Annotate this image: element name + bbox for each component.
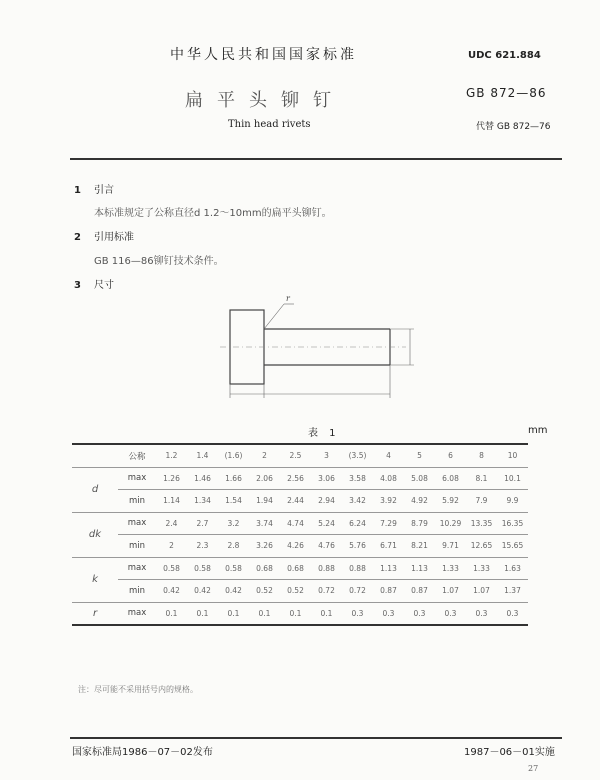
- table-cell: 0.87: [373, 580, 404, 603]
- table-cell: 4.26: [280, 535, 311, 558]
- leader-line: [264, 304, 284, 329]
- table-cell: 6.08: [435, 467, 466, 490]
- issued-date: 国家标准局1986－07－02发布: [72, 747, 213, 758]
- table-cell: min: [118, 490, 156, 513]
- page-number: 27: [528, 764, 539, 773]
- table-cell: 3.06: [311, 467, 342, 490]
- table-note: 注：尽可能不采用括号内的规格。: [78, 685, 198, 694]
- table-cell: 2.94: [311, 490, 342, 513]
- table-cell: d: [72, 467, 118, 512]
- table-cell: 8.79: [404, 512, 435, 535]
- table-cell: k: [72, 557, 118, 602]
- table-cell: 1.14: [156, 490, 187, 513]
- page-title: 扁平头铆钉: [185, 90, 345, 111]
- table-cell: 3: [311, 444, 342, 467]
- table-cell: 0.1: [311, 602, 342, 625]
- table-cell: 10: [497, 444, 528, 467]
- table-cell: r: [72, 602, 118, 625]
- table-cell: 0.58: [156, 557, 187, 580]
- table-cell: 1.33: [435, 557, 466, 580]
- table-cell: 3.26: [249, 535, 280, 558]
- table-cell: 2.4: [156, 512, 187, 535]
- table-cell: 2.56: [280, 467, 311, 490]
- table-cell: 公称: [118, 444, 156, 467]
- table-cell: 6: [435, 444, 466, 467]
- table-cell: 3.2: [218, 512, 249, 535]
- table-row: [72, 444, 528, 467]
- table-cell: 0.68: [280, 557, 311, 580]
- table-cell: 0.1: [280, 602, 311, 625]
- table-cell: 0.3: [373, 602, 404, 625]
- section-1-heading: [74, 181, 114, 196]
- udc-code: UDC 621.884: [468, 50, 541, 61]
- table-cell: 3.42: [342, 490, 373, 513]
- table-cell: 8.1: [466, 467, 497, 490]
- table-cell: 7.9: [466, 490, 497, 513]
- table-cell: 0.3: [342, 602, 373, 625]
- table-cell: 2.8: [218, 535, 249, 558]
- header-rule: [70, 158, 562, 160]
- table-cell: 1.63: [497, 557, 528, 580]
- table-cell: 0.1: [156, 602, 187, 625]
- table-cell: 1.2: [156, 444, 187, 467]
- table-cell: 1.34: [187, 490, 218, 513]
- table-cell: 5: [404, 444, 435, 467]
- table-cell: 0.58: [218, 557, 249, 580]
- table-cell: 13.35: [466, 512, 497, 535]
- table-cell: 0.58: [187, 557, 218, 580]
- section-1-text: 本标准规定了公称直径d 1.2～10mm的扁平头铆钉。: [94, 208, 332, 219]
- table-row: [72, 602, 528, 625]
- section-2-text: GB 116—86铆钉技术条件。: [94, 256, 224, 267]
- table-cell: max: [118, 512, 156, 535]
- section-title: 尺寸: [94, 280, 114, 291]
- radius-label: r: [286, 294, 290, 303]
- table-cell: 0.42: [218, 580, 249, 603]
- table-cell: max: [118, 602, 156, 625]
- table-cell: [72, 444, 118, 467]
- table-cell: 9.9: [497, 490, 528, 513]
- table-cell: 0.1: [218, 602, 249, 625]
- table-cell: dk: [72, 512, 118, 557]
- table-cell: 8.21: [404, 535, 435, 558]
- table-cell: 3.74: [249, 512, 280, 535]
- table-cell: 4: [373, 444, 404, 467]
- page-title-english: Thin head rivets: [228, 119, 311, 130]
- table-cell: 0.3: [404, 602, 435, 625]
- table-cell: 3.92: [373, 490, 404, 513]
- table-cell: 5.24: [311, 512, 342, 535]
- section-2-heading: [74, 228, 134, 243]
- table-cell: 0.68: [249, 557, 280, 580]
- table-cell: 1.13: [373, 557, 404, 580]
- table-cell: 10.29: [435, 512, 466, 535]
- table-cell: 1.07: [466, 580, 497, 603]
- standard-name: 中华人民共和国国家标准: [170, 47, 357, 63]
- section-title: 引用标准: [94, 232, 134, 243]
- table-cell: 1.13: [404, 557, 435, 580]
- table-cell: 8: [466, 444, 497, 467]
- table-cell: 0.3: [435, 602, 466, 625]
- table-cell: 2.44: [280, 490, 311, 513]
- table-cell: 4.76: [311, 535, 342, 558]
- footer-rule: [70, 737, 562, 739]
- table-cell: 2.5: [280, 444, 311, 467]
- table-cell: 1.33: [466, 557, 497, 580]
- table-cell: (3.5): [342, 444, 373, 467]
- table-cell: 0.1: [187, 602, 218, 625]
- table-cell: 0.88: [342, 557, 373, 580]
- table-cell: 0.42: [187, 580, 218, 603]
- table-cell: 4.92: [404, 490, 435, 513]
- table-cell: 0.72: [342, 580, 373, 603]
- rivet-drawing: [210, 290, 430, 402]
- table-cell: min: [118, 535, 156, 558]
- dimension-table: [72, 443, 528, 626]
- gb-number: GB 872—86: [466, 86, 547, 100]
- table-cell: 1.46: [187, 467, 218, 490]
- table-cell: 6.24: [342, 512, 373, 535]
- table-cell: 1.37: [497, 580, 528, 603]
- table-cell: 15.65: [497, 535, 528, 558]
- table-cell: 1.66: [218, 467, 249, 490]
- table-cell: 1.94: [249, 490, 280, 513]
- replaces-note: 代替 GB 872—76: [476, 122, 551, 132]
- table-cell: max: [118, 557, 156, 580]
- table-row: [72, 535, 528, 558]
- table-cell: 0.72: [311, 580, 342, 603]
- table-cell: 2: [156, 535, 187, 558]
- table-cell: 9.71: [435, 535, 466, 558]
- section-3-heading: [74, 276, 114, 291]
- table-cell: 5.08: [404, 467, 435, 490]
- table-row: [72, 580, 528, 603]
- table-row: [72, 557, 528, 580]
- table-cell: 6.71: [373, 535, 404, 558]
- table-cell: 0.3: [466, 602, 497, 625]
- section-number: 3: [74, 280, 81, 291]
- table-cell: 0.42: [156, 580, 187, 603]
- table-title: 表 1: [308, 428, 340, 439]
- table-cell: 4.74: [280, 512, 311, 535]
- table-cell: 2.7: [187, 512, 218, 535]
- table-cell: 4.08: [373, 467, 404, 490]
- table-cell: max: [118, 467, 156, 490]
- table-cell: 0.87: [404, 580, 435, 603]
- table-row: [72, 490, 528, 513]
- table-cell: 5.92: [435, 490, 466, 513]
- section-title: 引言: [94, 185, 114, 196]
- table-cell: 3.58: [342, 467, 373, 490]
- table-cell: 0.52: [280, 580, 311, 603]
- table-cell: min: [118, 580, 156, 603]
- table-cell: 12.65: [466, 535, 497, 558]
- table-cell: 2: [249, 444, 280, 467]
- implementation-date: 1987－06－01实施: [464, 747, 555, 758]
- table-cell: 1.26: [156, 467, 187, 490]
- table-cell: 0.52: [249, 580, 280, 603]
- table-cell: 2.3: [187, 535, 218, 558]
- table-cell: 0.3: [497, 602, 528, 625]
- section-number: 1: [74, 185, 81, 196]
- table-cell: 7.29: [373, 512, 404, 535]
- table-cell: 1.54: [218, 490, 249, 513]
- table-cell: 5.76: [342, 535, 373, 558]
- table-cell: 16.35: [497, 512, 528, 535]
- table-cell: 10.1: [497, 467, 528, 490]
- table-row: [72, 512, 528, 535]
- table-cell: 0.88: [311, 557, 342, 580]
- table-row: [72, 467, 528, 490]
- table-cell: 1.4: [187, 444, 218, 467]
- table-unit: mm: [528, 425, 548, 436]
- table-cell: 2.06: [249, 467, 280, 490]
- section-number: 2: [74, 232, 81, 243]
- table-cell: (1.6): [218, 444, 249, 467]
- table-cell: 0.1: [249, 602, 280, 625]
- table-cell: 1.07: [435, 580, 466, 603]
